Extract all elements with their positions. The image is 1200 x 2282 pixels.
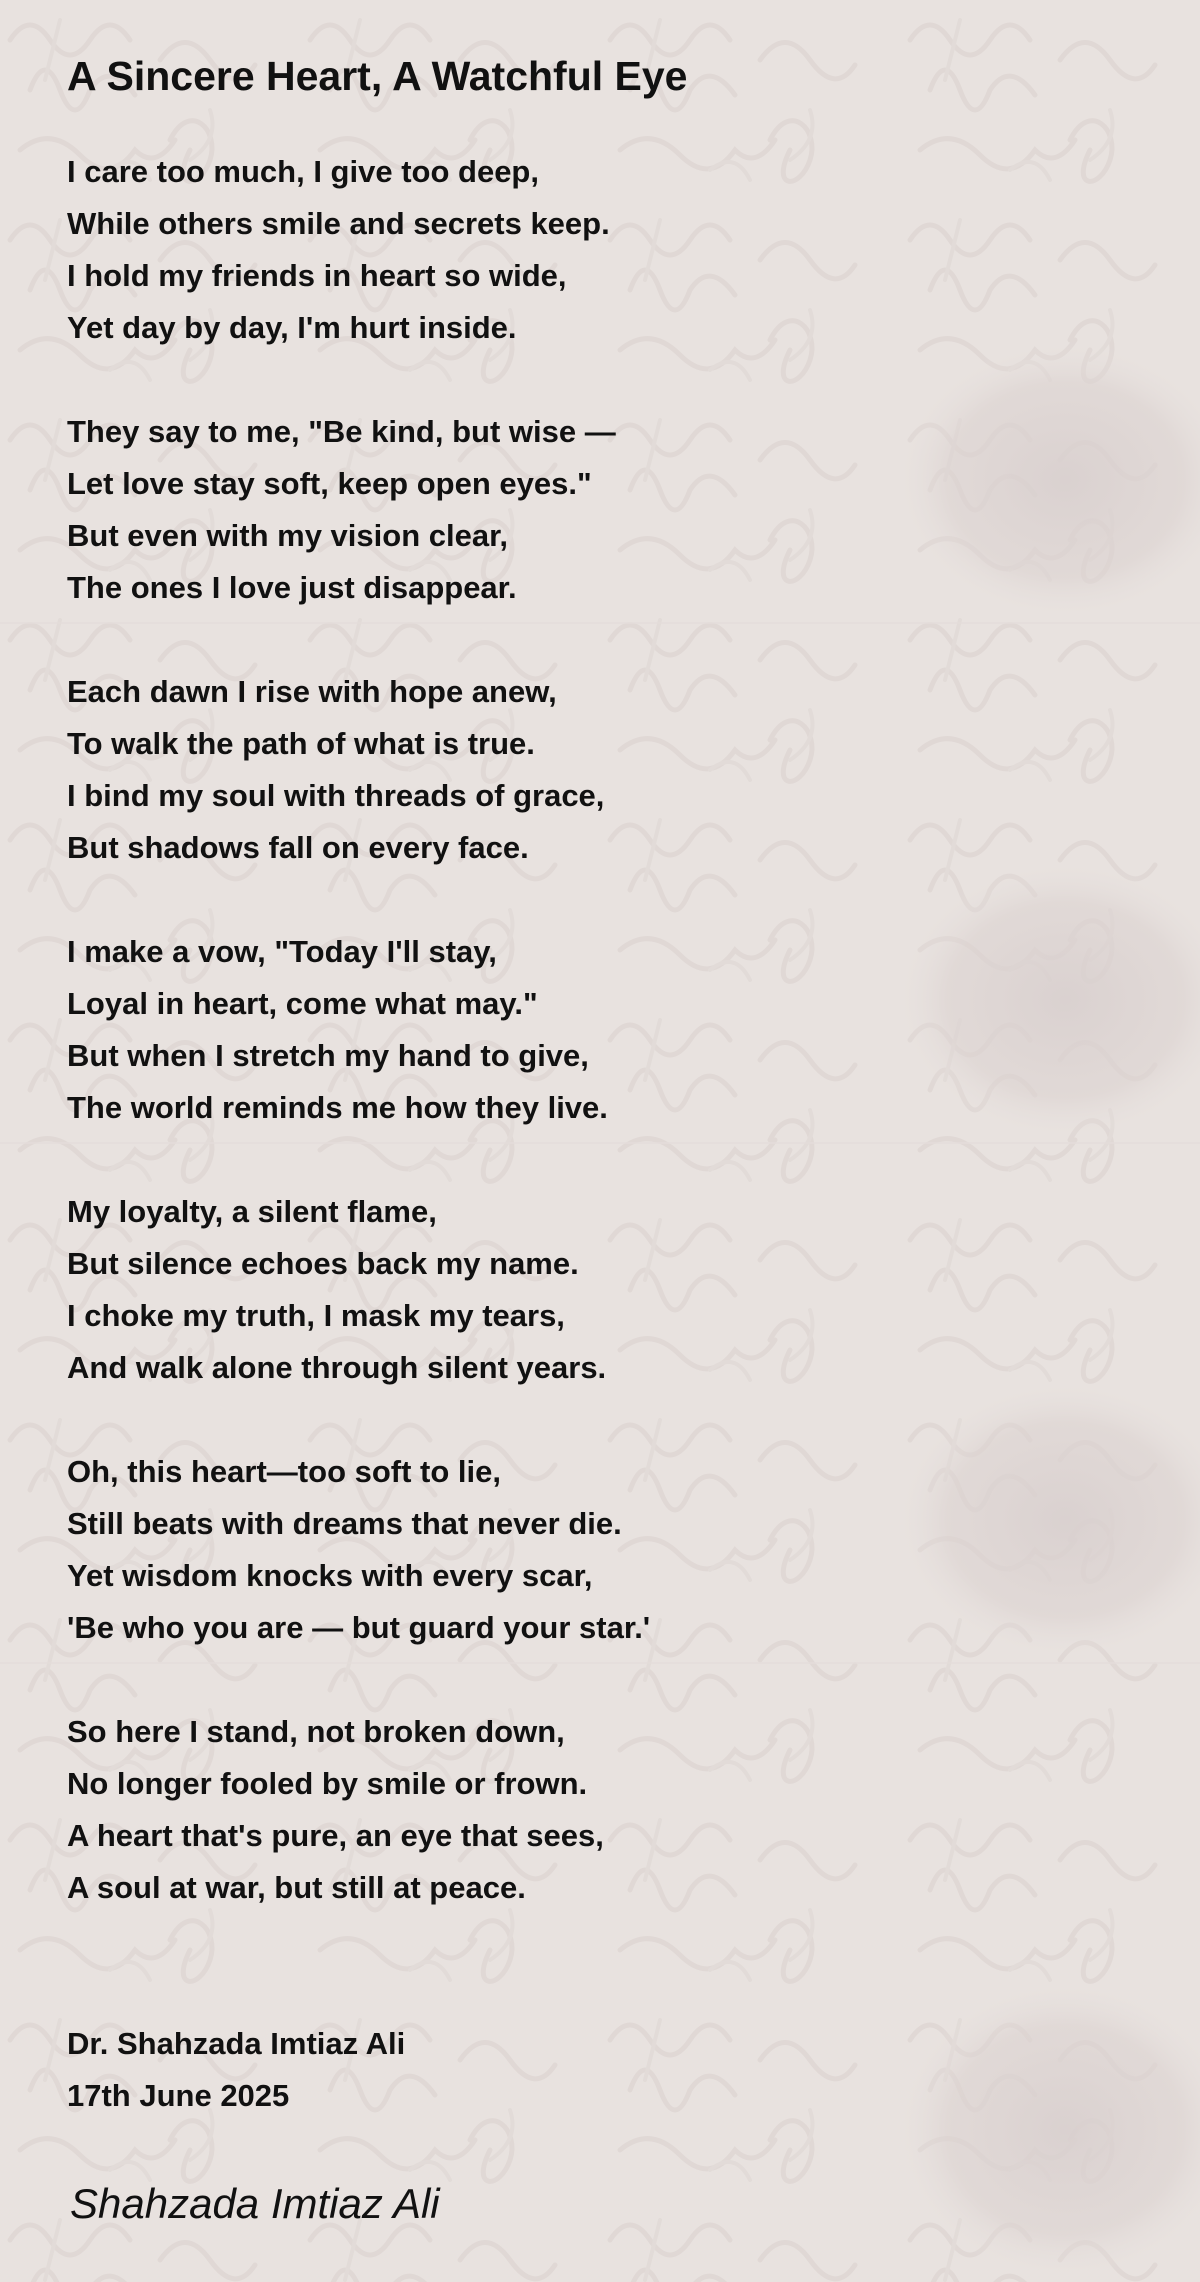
poem-line: Each dawn I rise with hope anew, [67,674,557,709]
poem-title: A Sincere Heart, A Watchful Eye [67,53,688,99]
poem-line: 'Be who you are — but guard your star.' [67,1610,651,1645]
poem-line: Let love stay soft, keep open eyes." [67,466,592,501]
poem-line: I hold my friends in heart so wide, [67,258,567,293]
poem-line: But even with my vision clear, [67,518,509,553]
poem-line: Yet day by day, I'm hurt inside. [67,310,517,345]
poem-line: My loyalty, a silent flame, [67,1194,437,1229]
poem-line: I make a vow, "Today I'll stay, [67,934,497,969]
stanza [67,406,1200,614]
poem-line: The ones I love just disappear. [67,570,517,605]
poem-line: No longer fooled by smile or frown. [67,1766,588,1801]
poem-line: A heart that's pure, an eye that sees, [67,1818,604,1853]
poem-line: Yet wisdom knocks with every scar, [67,1558,593,1593]
poem-line: To walk the path of what is true. [67,726,535,761]
stanza [67,146,1200,354]
poem-line: They say to me, "Be kind, but wise — [67,414,616,449]
poem-line: While others smile and secrets keep. [67,206,610,241]
poem-line: Oh, this heart—too soft to lie, [67,1454,501,1489]
signature-block [67,2018,1200,2122]
poem-line: So here I stand, not broken down, [67,1714,565,1749]
poem-body [67,146,1200,1914]
stanza [67,1706,1200,1914]
poem-line: Loyal in heart, come what may." [67,986,538,1021]
poem-line: A soul at war, but still at peace. [67,1870,526,1905]
poem-line: But silence echoes back my name. [67,1246,579,1281]
poem-line: I choke my truth, I mask my tears, [67,1298,565,1333]
signature-name: Dr. Shahzada Imtiaz Ali [67,2026,406,2061]
poem-line: And walk alone through silent years. [67,1350,607,1385]
poem-line: I care too much, I give too deep, [67,154,539,189]
poem-line: But shadows fall on every face. [67,830,529,865]
author-name: Shahzada Imtiaz Ali [70,2180,440,2227]
stanza [67,1446,1200,1654]
poem-line: I bind my soul with threads of grace, [67,778,605,813]
stanza [67,1186,1200,1394]
poem-line: The world reminds me how they live. [67,1090,608,1125]
signature-date: 17th June 2025 [67,2078,290,2113]
poem-line: But when I stretch my hand to give, [67,1038,589,1073]
poem-line: Still beats with dreams that never die. [67,1506,622,1541]
stanza [67,926,1200,1134]
stanza [67,666,1200,874]
